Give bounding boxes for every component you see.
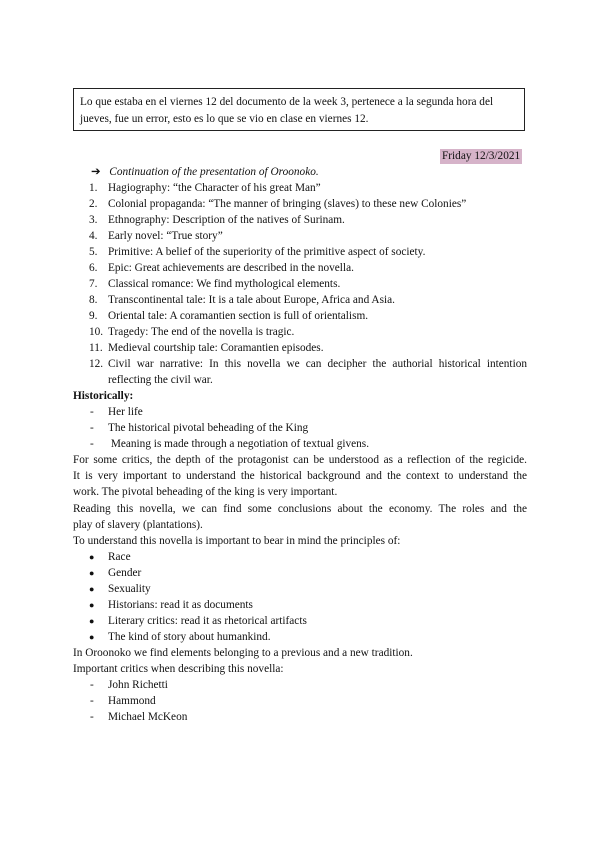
list-item: Hammond xyxy=(108,695,156,707)
list-number: 9. xyxy=(89,310,98,322)
list-number: 12. xyxy=(89,358,104,370)
list-item: Race xyxy=(108,551,131,563)
list-item: Epic: Great achievements are described in the novella. xyxy=(108,262,354,274)
list-number: 7. xyxy=(89,278,98,290)
list-item: Primitive: A belief of the superiority of the primitive aspect of society. xyxy=(108,246,426,258)
paragraph-tradition: In Oroonoko we find elements belonging to a previous and a new tradition. xyxy=(73,647,413,659)
list-number: 2. xyxy=(89,198,98,210)
list-item: Colonial propaganda: “The manner of bringing (slaves) to these new Colonies” xyxy=(108,198,467,210)
list-item: Oriental tale: A coramantien section is full of orientalism. xyxy=(108,310,369,322)
continuation-text: Continuation of the presentation of Oroonoko. xyxy=(109,166,319,178)
list-item: Historians: read it as documents xyxy=(108,599,253,611)
critics-intro: Important critics when describing this novella: xyxy=(73,663,284,675)
list-item: Classical romance: We find mythological elements. xyxy=(108,278,341,290)
principles-intro: To understand this novella is important to bear in mind the principles of: xyxy=(73,535,401,547)
paragraph-economy-line1: Reading this novella, we can find some conclusions about the economy. The roles and the xyxy=(73,503,527,515)
notice-box xyxy=(73,88,525,131)
list-number: 4. xyxy=(89,230,98,242)
list-item: Literary critics: read it as rhetorical artifacts xyxy=(108,615,307,627)
dash-marker: - xyxy=(90,711,94,723)
dash-marker: - xyxy=(90,679,94,691)
list-item: Medieval courtship tale: Coramantien episodes. xyxy=(108,342,324,354)
list-item: Transcontinental tale: It is a tale about Europe, Africa and Asia. xyxy=(108,294,395,306)
dash-marker: - xyxy=(90,438,94,450)
continuation-line xyxy=(91,164,319,180)
dash-marker: - xyxy=(90,422,94,434)
list-number: 11. xyxy=(89,342,103,354)
paragraph-critics-depth: For some critics, the depth of the protagonist can be understood as a reflection of the regicide. xyxy=(73,454,527,466)
paragraph-economy-line2: play of slavery (plantations). xyxy=(73,519,203,531)
list-number: 10. xyxy=(89,326,104,338)
list-item: Sexuality xyxy=(108,583,151,595)
dash-marker: - xyxy=(90,695,94,707)
list-item: Ethnography: Description of the natives of Surinam. xyxy=(108,214,345,226)
list-item: The kind of story about humankind. xyxy=(108,631,271,643)
historically-heading: Historically: xyxy=(73,390,134,402)
bullet-icon: ● xyxy=(89,584,95,594)
date-label: Friday 12/3/2021 xyxy=(442,150,521,162)
bullet-icon: ● xyxy=(89,600,95,610)
arrow-icon: ➔ xyxy=(91,166,101,178)
list-item: Early novel: “True story” xyxy=(108,230,223,242)
dash-marker: - xyxy=(90,406,94,418)
bullet-icon: ● xyxy=(89,568,95,578)
genre-12-continuation: reflecting the civil war. xyxy=(108,374,213,386)
list-item: Tragedy: The end of the novella is tragic. xyxy=(108,326,295,338)
list-number: 3. xyxy=(89,214,98,226)
list-item: Hagiography: “the Character of his great Man” xyxy=(108,182,321,194)
notice-text: Lo que estaba en el viernes 12 del documento de la week 3, pertenece a la segunda hora del jueves, fue un error, esto es lo que se vio en clase en viernes 12. xyxy=(80,96,494,125)
list-number: 6. xyxy=(89,262,98,274)
list-number: 5. xyxy=(89,246,98,258)
list-item: Gender xyxy=(108,567,142,579)
list-item: Civil war narrative: In this novella we can decipher the authorial historical intention xyxy=(108,358,527,370)
paragraph-historical-background-line1: It is very important to understand the historical background and the context to understand the xyxy=(73,470,527,482)
bullet-icon: ● xyxy=(89,616,95,626)
list-item: Her life xyxy=(108,406,143,418)
bullet-icon: ● xyxy=(89,552,95,562)
list-item: The historical pivotal beheading of the King xyxy=(108,422,309,434)
paragraph-historical-background-line2: work. The pivotal beheading of the king is very important. xyxy=(73,486,338,498)
bullet-icon: ● xyxy=(89,632,95,642)
list-item: Meaning is made through a negotiation of textual givens. xyxy=(108,438,370,450)
list-item: Michael McKeon xyxy=(108,711,188,723)
list-number: 1. xyxy=(89,182,98,194)
list-number: 8. xyxy=(89,294,98,306)
list-item: John Richetti xyxy=(108,679,168,691)
